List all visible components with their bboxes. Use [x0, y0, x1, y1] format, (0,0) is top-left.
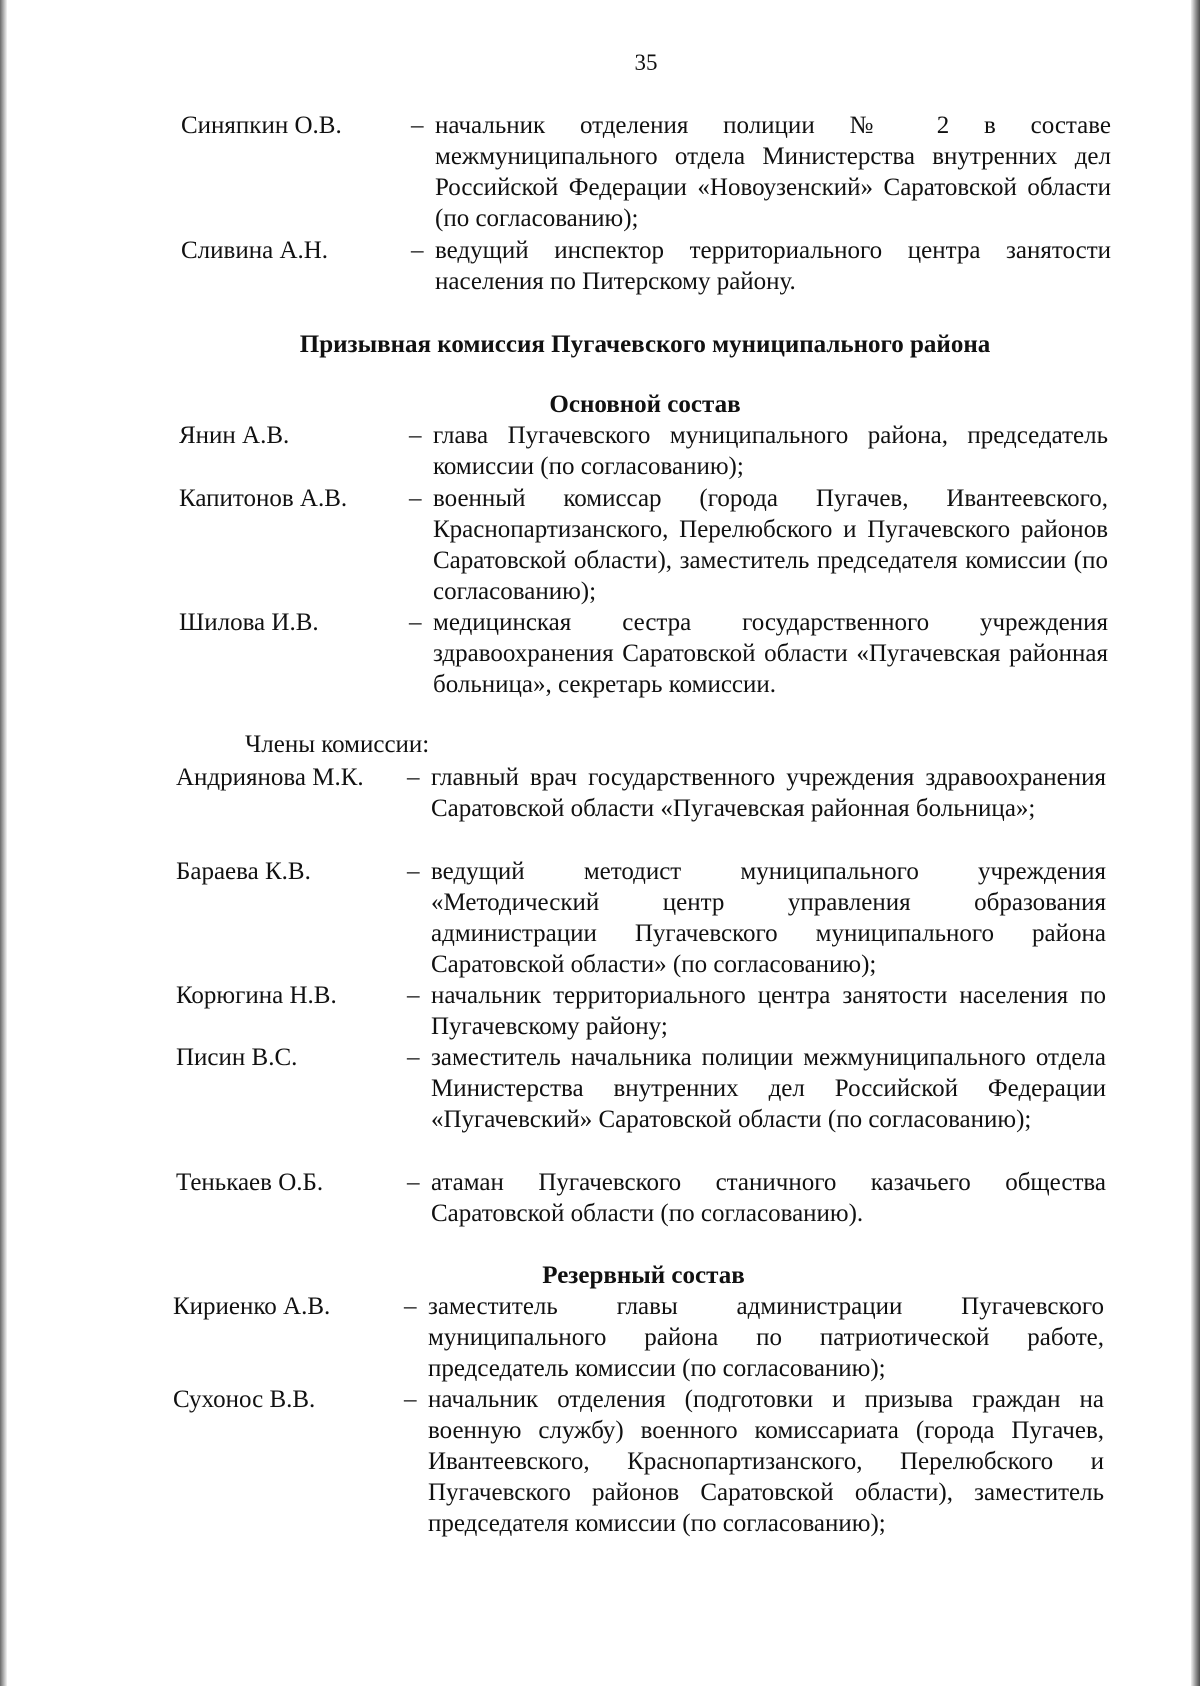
dash-separator: – [407, 858, 420, 885]
person-name: Андриянова М.К. [176, 764, 364, 791]
person-name: Бараева К.В. [176, 858, 311, 885]
dash-separator: – [407, 1044, 420, 1071]
person-description: ведущий инспектор территориального центра занятости населения по Питерскому району. [435, 237, 1111, 295]
members-label: Члены комиссии: [245, 731, 430, 758]
commission-title: Призывная комиссия Пугачевского муниципального района [299, 331, 991, 358]
person-description: начальник отделения (подготовки и призыва граждан на военную службу) военного комиссариата (города Пугачев, Ивантеевского, Краснопартизанского, Перелюбского и Пугачевского районов Саратовской области), заместитель председателя комиссии (по согласованию); [428, 1386, 1104, 1537]
person-description: начальник отделения полиции № 2 в составе межмуниципального отдела Министерства внутренних дел Российской Федерации «Новоузенский» Саратовской области (по согласованию); [435, 112, 1111, 232]
person-description: начальник территориального центра занятости населения по Пугачевскому району; [431, 982, 1106, 1040]
dash-separator: – [407, 1169, 420, 1196]
reserve-section-title: Резервный состав [542, 1262, 745, 1289]
person-name: Тенькаев О.Б. [176, 1169, 324, 1196]
dash-separator: – [409, 422, 422, 449]
scan-edge-right [1191, 0, 1200, 1686]
dash-separator: – [411, 112, 424, 139]
dash-separator: – [407, 982, 420, 1009]
person-description: военный комиссар (города Пугачев, Ивантеевского, Краснопартизанского, Перелюбского и Пугачевского районов Саратовской области), заместитель председателя комиссии (по согласованию); [433, 485, 1108, 605]
person-name: Капитонов А.В. [179, 485, 348, 512]
dash-separator: – [411, 237, 424, 264]
person-description: заместитель главы администрации Пугачевского муниципального района по патриотической работе, председатель комиссии (по согласованию); [428, 1293, 1104, 1382]
scan-edge-left [0, 0, 7, 1686]
person-description: заместитель начальника полиции межмуниципального отдела Министерства внутренних дел Российской Федерации «Пугачевский» Саратовской области (по согласованию); [431, 1044, 1106, 1133]
person-description: медицинская сестра государственного учреждения здравоохранения Саратовской области «Пугачевская районная больница», секретарь комиссии. [433, 609, 1108, 698]
person-name: Сливина А.Н. [181, 237, 329, 264]
person-name: Синяпкин О.В. [181, 112, 342, 139]
person-description: главный врач государственного учреждения здравоохранения Саратовской области «Пугачевская районная больница»; [431, 764, 1106, 822]
dash-separator: – [407, 764, 420, 791]
person-name: Корюгина Н.В. [176, 982, 337, 1009]
person-name: Янин А.В. [179, 422, 290, 449]
dash-separator: – [404, 1293, 417, 1320]
main-section-title: Основной состав [549, 391, 741, 418]
person-description: ведущий методист муниципального учреждения «Методический центр управления образования администрации Пугачевского муниципального района Саратовской области» (по согласованию); [431, 858, 1106, 978]
person-name: Сухонос В.В. [173, 1386, 316, 1413]
dash-separator: – [409, 609, 422, 636]
person-description: атаман Пугачевского станичного казачьего общества Саратовской области (по согласованию). [431, 1169, 1106, 1227]
person-name: Шилова И.В. [179, 609, 319, 636]
person-name: Писин В.С. [176, 1044, 298, 1071]
page-number: 35 [634, 50, 658, 75]
person-description: глава Пугачевского муниципального района, председатель комиссии (по согласованию); [433, 422, 1108, 480]
dash-separator: – [409, 485, 422, 512]
person-name: Кириенко А.В. [173, 1293, 331, 1320]
dash-separator: – [404, 1386, 417, 1413]
